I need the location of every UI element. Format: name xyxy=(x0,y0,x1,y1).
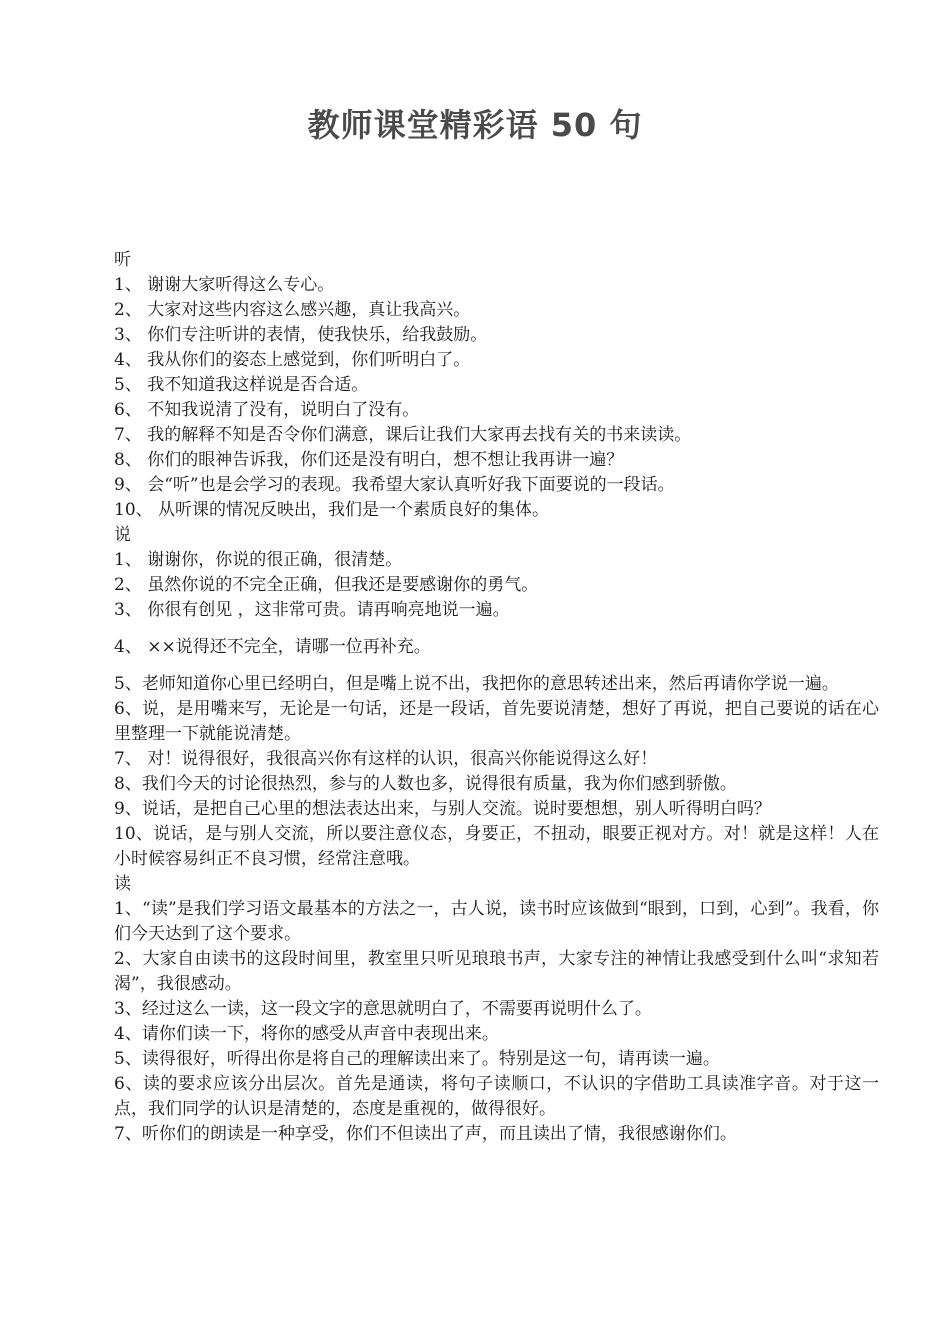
listen-item: 3、 你们专注听讲的表情，使我快乐，给我鼓励。 xyxy=(114,325,488,345)
listen-item: 2、 大家对这些内容这么感兴趣，真让我高兴。 xyxy=(114,300,471,320)
document-title: 教师课堂精彩语 50 句 xyxy=(307,106,643,144)
read-item: 1、“读”是我们学习语文最基本的方法之一，古人说，读书时应该做到“眼到，口到，心到”。我看，你们今天达到了这个要求。 xyxy=(114,899,879,944)
listen-item: 5、 我不知道我这样说是否合适。 xyxy=(114,375,369,395)
section-heading-read: 读 xyxy=(114,874,131,894)
section-heading-speak: 说 xyxy=(114,525,131,545)
speak-item: 4、 ××说得还不完全，请哪一位再补充。 xyxy=(114,637,431,657)
read-item: 3、经过这么一读，这一段文字的意思就明白了，不需要再说明什么了。 xyxy=(114,999,652,1019)
speak-item: 8、我们今天的讨论很热烈，参与的人数也多，说得很有质量，我为你们感到骄傲。 xyxy=(114,774,737,794)
speak-item: 3、 你很有创见 ，这非常可贵。请再响亮地说一遍。 xyxy=(114,600,510,620)
listen-item: 1、 谢谢大家听得这么专心。 xyxy=(114,275,335,295)
read-item: 7、听你们的朗读是一种享受，你们不但读出了声，而且读出了情，我很感谢你们。 xyxy=(114,1124,737,1144)
speak-item: 9、说话，是把自己心里的想法表达出来，与别人交流。说时要想想，别人听得明白吗？ xyxy=(114,799,771,819)
read-item: 6、读的要求应该分出层次。首先是通读，将句子读顺口，不认识的字借助工具读准字音。对于这一点，我们同学的认识是清楚的，态度是重视的，做得很好。 xyxy=(114,1074,879,1119)
speak-item: 1、 谢谢你，你说的很正确，很清楚。 xyxy=(114,550,403,570)
listen-item: 6、 不知我说清了没有，说明白了没有。 xyxy=(114,400,420,420)
listen-item: 9、 会“听”也是会学习的表现。我希望大家认真听好我下面要说的一段话。 xyxy=(114,475,675,495)
speak-item: 10、说话，是与别人交流，所以要注意仪态，身要正，不扭动，眼要正视对方。对！就是这样！人在小时候容易纠正不良习惯，经常注意哦。 xyxy=(114,824,879,869)
listen-item: 7、 我的解释不知是否令你们满意，课后让我们大家再去找有关的书来读读。 xyxy=(114,425,692,445)
listen-item: 10、 从听课的情况反映出，我们是一个素质良好的集体。 xyxy=(114,500,550,520)
section-heading-listen: 听 xyxy=(114,250,131,270)
speak-item: 2、 虽然你说的不完全正确，但我还是要感谢你的勇气。 xyxy=(114,575,539,595)
listen-item: 8、 你们的眼神告诉我，你们还是没有明白，想不想让我再讲一遍？ xyxy=(114,450,624,470)
speak-item: 5、老师知道你心里已经明白，但是嘴上说不出，我把你的意思转述出来，然后再请你学说一遍。 xyxy=(114,674,839,694)
listen-item: 4、 我从你们的姿态上感觉到，你们听明白了。 xyxy=(114,350,471,370)
document-body xyxy=(114,248,879,1147)
read-item: 2、大家自由读书的这段时间里，教室里只听见琅琅书声，大家专注的神情让我感受到什么叫“求知若渴”，我很感动。 xyxy=(114,949,879,994)
read-item: 5、读得很好，听得出你是将自己的理解读出来了。特别是这一句，请再读一遍。 xyxy=(114,1049,720,1069)
speak-item: 7、 对！说得很好，我很高兴你有这样的认识，很高兴你能说得这么好！ xyxy=(114,749,658,769)
speak-item: 6、说，是用嘴来写，无论是一句话，还是一段话，首先要说清楚，想好了再说，把自己要说的话在心里整理一下就能说清楚。 xyxy=(114,699,879,744)
read-item: 4、请你们读一下，将你的感受从声音中表现出来。 xyxy=(114,1024,499,1044)
